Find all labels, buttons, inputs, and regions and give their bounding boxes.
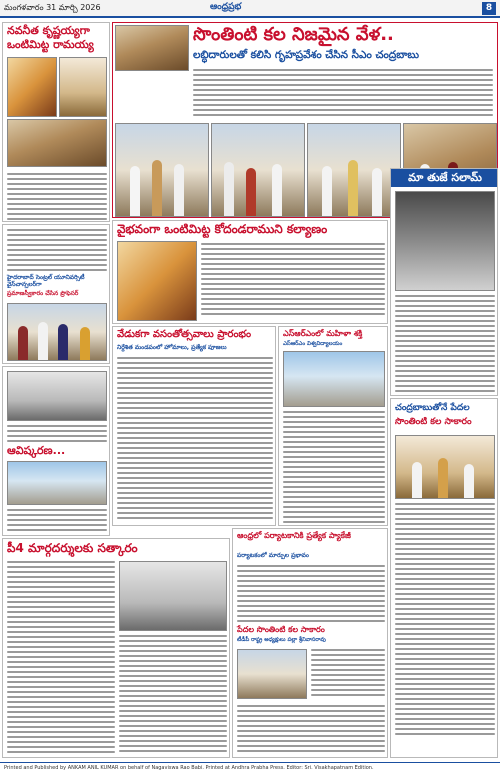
left-top-photo-3 [7,119,107,167]
main-photo-3 [307,123,401,217]
andhra-body-3 [237,705,385,755]
srm-subheadline: ఎస్‌ఆర్‌ఎం విశ్వవిద్యాలయం [283,341,343,347]
paper-name: ఆంధ్రప్రభ [210,2,242,12]
p4-headline: పీ4 మార్గదర్శులకు సత్కారం [7,541,138,555]
right-lower-headline-1: చంద్రబాబుతోనే పేదల [395,403,470,413]
left-lower-story [2,366,110,536]
left-top-photo-2 [59,57,107,117]
kalyanam-photo [117,241,197,321]
left-lower-body-1 [7,425,107,445]
kalyanam-body [201,243,385,318]
main-body [193,69,493,119]
andhra-story [112,528,230,536]
left-lower-photo-1 [7,371,107,421]
right-top-photo [395,191,495,291]
right-top-headline: మా తుజే సలామ్ [391,169,498,187]
andhra-headline: ఆంధ్రలో పర్యాటకానికి ప్రత్యేక ప్యాకేజీ [237,531,351,540]
left-top-headline-1: నవనీత కృష్ణయ్యగా [7,24,90,37]
main-photo-2 [211,123,305,217]
footer-line [0,762,500,763]
left-lower-photo-2 [7,461,107,505]
masthead [0,0,500,18]
main-photo-1 [115,123,209,217]
left-mid-headline-2: ప్రమాణస్వీకారం చేసిన ప్రొఫెసర్ [7,290,79,297]
vasantha-headline: వేడుకగా వసంతోత్సవాలు ప్రారంభం [117,329,252,340]
kalyanam-headline: వైభవంగా ఒంటిమిట్ట కోదండరాముని కల్యాణం [117,222,328,236]
left-mid-headline-1: హైదరాబాద్ సెంట్రల్ యూనివర్సిటీ వైస్‌చాన్సలర్‌గా [7,274,85,288]
left-top-headline-2: ఒంటిమిట్ట రామయ్య [7,38,94,51]
kalyanam-lower-subheadline: టీడీపీ రాష్ట్ర అధ్యక్షులు పల్లా శ్రీనివాసరావు [237,637,326,643]
left-top-story [2,22,110,222]
right-top-story [390,168,498,396]
main-subheadline: లబ్ధిదారులతో కలిసి గృహప్రవేశం చేసిన సీఎం చంద్రబాబు [193,49,419,61]
footer-text: Printed and Published by ANKAM ANIL KUMAR on behalf of Nagaviswa Rao Babi. Printed at Andhra Prabha Press. Editor: Sri. Visakhapatnam Edition. [4,765,374,771]
main-photo-left [115,25,189,71]
andhra-tourism-story [232,528,388,758]
andhra-body-1 [237,565,385,625]
left-mid-body-top [7,229,107,274]
left-top-body [7,173,107,222]
right-lower-story [390,398,498,758]
p4-body-right [119,635,227,755]
right-lower-body [395,503,495,738]
srm-photo [283,351,385,407]
andhra-photo [237,649,307,699]
p4-story [2,538,230,758]
left-lower-headline: ఆవిష్కరణ... [7,444,66,457]
right-lower-photo-1 [395,435,495,499]
page-number: 8 [482,2,496,15]
vasantha-subheadline: నిర్దేశిత మండపంలో హోమాలు, ప్రత్యేక పూజలు [117,344,227,351]
andhra-body-2 [311,649,385,699]
vasantha-body [117,357,273,522]
p4-photo [119,561,227,631]
srm-headline: ఎస్‌ఆర్‌ఎంలో మహిళా శక్తి [283,329,363,338]
main-headline: సొంతింటి కల నిజమైన వేళ.. [193,24,394,45]
p4-body-left [7,561,115,756]
left-mid-story [2,224,110,364]
kalyanam-lower-headline: పేదల సొంతింటి కల సాకారం [237,625,325,634]
right-lower-headline-2: సొంతింటి కల సాకారం [395,417,472,427]
kalyanam-story [112,220,388,324]
srm-story [278,326,388,526]
left-top-photo-1 [7,57,57,117]
andhra-subheadline: పర్యాటకంలో మార్పుల ప్రభావం [237,552,309,559]
vasantha-story [112,326,276,526]
left-mid-photo [7,303,107,361]
issue-date: మంగళవారం 31 మార్చి 2026 [4,3,101,12]
right-top-body [395,295,495,395]
srm-body [283,411,385,526]
left-lower-body-2 [7,509,107,534]
